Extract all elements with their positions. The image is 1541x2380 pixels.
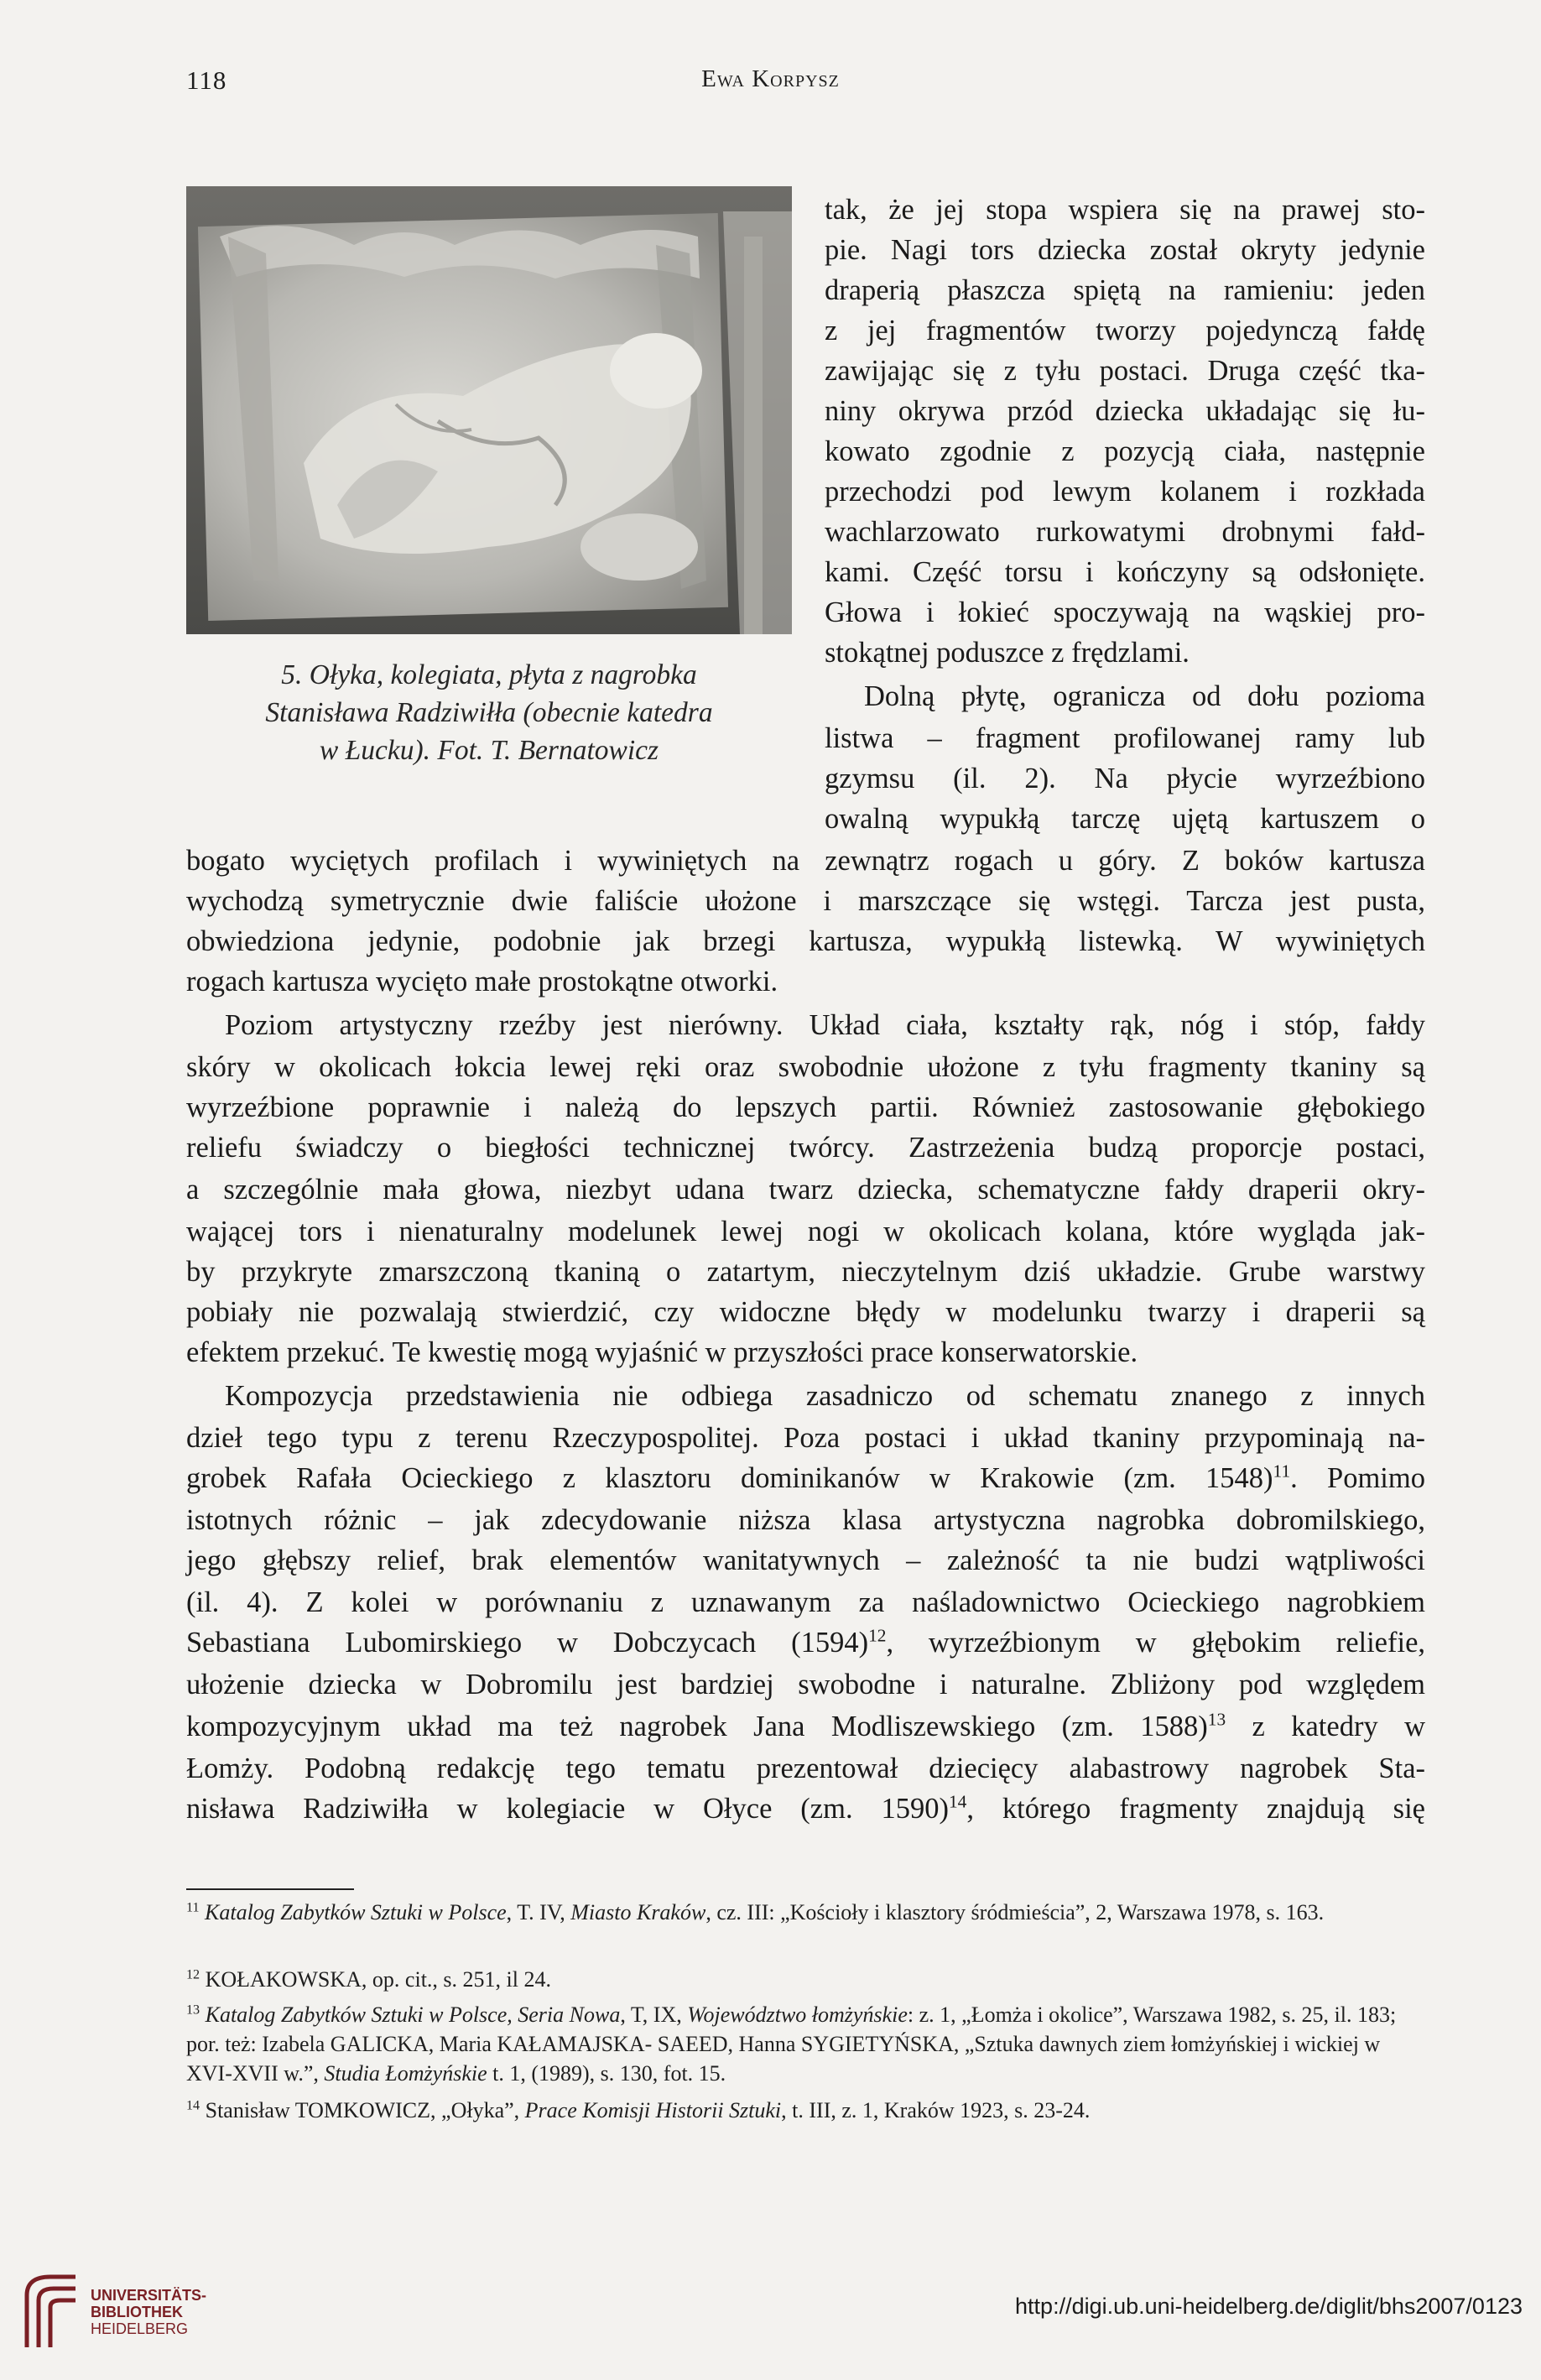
text-span: Sebastiana Lubomirskiego w Dobczycach (1594) [186, 1627, 869, 1659]
footnote-text: KOŁAKOWSKA, op. cit., s. 251, il 24. [205, 1967, 551, 1992]
body-line: przechodzi pod lewym kolanem i rozkłada [825, 476, 1425, 508]
library-line: HEIDELBERG [91, 2320, 189, 2337]
body-line: listwa – fragment profilowanej ramy lub [825, 722, 1425, 754]
footnote-ref[interactable]: 11 [1273, 1461, 1291, 1482]
text-span: z katedry w [1226, 1711, 1425, 1742]
caption-line: w Łucku). Fot. T. Bernatowicz [319, 735, 659, 766]
body-line: efektem przekuć. Te kwestię mogą wyjaśnić w przyszłości prace konserwatorskie. [186, 1336, 1138, 1368]
footnote-text: Stanisław TOMKOWICZ, „Ołyka”, [205, 2098, 525, 2122]
footnote-text: , T. IV, [506, 1900, 571, 1924]
figure-caption [186, 656, 792, 769]
footnote-number: 12 [186, 1967, 200, 1982]
library-line: BIBLIOTHEK [91, 2304, 183, 2320]
footnote-number: 13 [186, 2002, 200, 2018]
body-line: Łomży. Podobną redakcję tego tematu prezentował dziecięcy alabastrowy nagrobek Sta- [186, 1752, 1425, 1784]
body-line: by przykryte zmarszczoną tkaniną o zatartym, nieczytelnym dziś układzie. Grube warstwy [186, 1256, 1425, 1288]
running-head [0, 65, 1541, 93]
caption-line: 5. Ołyka, kolegiata, płyta z nagrobka [281, 659, 697, 690]
library-name [91, 2287, 206, 2337]
library-logo-icon [17, 2270, 82, 2351]
body-line: wychodzą symetrycznie dwie faliście ułożone i marszczące się wstęgi. Tarcza jest pusta, [186, 885, 1425, 917]
author-initial-1: E [701, 65, 717, 92]
footnote-italic: Studia Łomżyńskie [324, 2061, 487, 2086]
author-initial-2: K [752, 65, 771, 92]
body-line: pobiały nie pozwalają stwierdzić, czy widoczne błędy w modelunku twarzy i draperii są [186, 1296, 1425, 1328]
body-line: bogato wyciętych profilach i wywiniętych na zewnątrz rogach u góry. Z boków kartusza [186, 845, 1425, 877]
body-line-indent: Poziom artystyczny rzeźby jest nierówny. Układ ciała, kształty rąk, nóg i stóp, fałdy [225, 1009, 1425, 1041]
body-line: tak, że jej stopa wspiera się na prawej sto- [825, 194, 1425, 226]
body-line: Głowa i łokieć spoczywają na wąskiej pro- [825, 596, 1425, 628]
body-line: skóry w okolicach łokcia lewej ręki oraz swobodnie ułożone z tyłu fragmenty tkaniny są [186, 1051, 1425, 1083]
footnote-13 [186, 2000, 1425, 2088]
footnote-12 [186, 1965, 1425, 1994]
footnote-ref[interactable]: 12 [868, 1625, 887, 1646]
footnote-text: , t. III, z. 1, Kraków 1923, s. 23-24. [781, 2098, 1091, 2122]
library-line: UNIVERSITÄTS- [91, 2287, 207, 2304]
body-line [186, 1458, 1425, 1498]
body-line: wyrzeźbione poprawnie i należą do lepszych partii. Również zastosowanie głębokiego [186, 1091, 1425, 1123]
source-url-link[interactable]: http://digi.ub.uni-heidelberg.de/diglit/bhs2007/0123 [1015, 2294, 1523, 2319]
page-number: 118 [186, 65, 227, 95]
body-line: dzieł tego typu z terenu Rzeczypospolitej. Poza postaci i układ tkaniny przypominają na- [186, 1422, 1425, 1454]
text-span: grobek Rafała Ocieckiego z klasztoru dominikanów w Krakowie (zm. 1548) [186, 1462, 1273, 1494]
footnote-text: : z. 1, „Łomża i okolice”, Warszawa 1982, s. 25, il. 183; por. też: Izabela GALICKA, Maria KAŁAMAJSKA- SAEED, Hanna SYGIETYŃSKA, „Sztuka dawnych ziem łomżyńskiej i wickiej w XVI-XVII w.”, [186, 2002, 1397, 2086]
text-span: nisława Radziwiłła w kolegiacie w Ołyce (zm. 1590) [186, 1793, 949, 1825]
body-line: gzymsu (il. 2). Na płycie wyrzeźbiono [825, 763, 1425, 794]
footnote-italic: Miasto Kraków [570, 1900, 706, 1924]
body-line: niny okrywa przód dziecka układając się łu- [825, 395, 1425, 427]
text-span: , wyrzeźbionym w głębokim reliefie, [886, 1627, 1426, 1659]
body-line: obwiedziona jedynie, podobnie jak brzegi kartusza, wypukłą listewką. W wywiniętych [186, 925, 1425, 957]
footnote-italic: Województwo łomżyńskie [687, 2002, 908, 2027]
text-span: kompozycyjnym układ ma też nagrobek Jana Modliszewskiego (zm. 1588) [186, 1711, 1208, 1742]
body-line: jego głębszy relief, brak elementów wanitatywnych – zależność ta nie budzi wątpliwości [186, 1544, 1425, 1576]
footnote-ref[interactable]: 14 [948, 1791, 967, 1812]
body-line: kami. Część torsu i kończyny są odsłonięte. [825, 556, 1425, 588]
footnote-number: 14 [186, 2098, 200, 2113]
body-line [186, 1706, 1425, 1747]
footnote-text: , T, IX, [620, 2002, 688, 2027]
footnote-italic: Katalog Zabytków Sztuki w Polsce, Seria Nowa [205, 2002, 621, 2027]
body-line: istotnych różnic – jak zdecydowanie niższa klasa artystyczna nagrobka dobromilskiego, [186, 1504, 1425, 1536]
body-line: stokątnej poduszce z frędzlami. [825, 637, 1190, 669]
footnote-number: 11 [186, 1900, 200, 1915]
footnote-italic: Katalog Zabytków Sztuki w Polsce [205, 1900, 507, 1924]
body-line: wachlarzowato rurkowatymi drobnymi fałd- [825, 516, 1425, 548]
footnote-ref[interactable]: 13 [1207, 1709, 1226, 1730]
body-line: (il. 4). Z kolei w porównaniu z uznawanym za naśladownictwo Ocieckiego nagrobkiem [186, 1586, 1425, 1618]
body-line: owalną wypukłą tarczę ujętą kartuszem o [825, 803, 1425, 835]
body-line [186, 1622, 1425, 1663]
body-line: pie. Nagi tors dziecka został okryty jedynie [825, 234, 1425, 266]
body-line [186, 1789, 1425, 1829]
footnote-text: , cz. III: „Kościoły i klasztory śródmieścia”, 2, Warszawa 1978, s. 163. [705, 1900, 1325, 1924]
relief-image [186, 186, 792, 634]
text-span: . Pomimo [1290, 1462, 1425, 1494]
body-line: ułożenie dziecka w Dobromilu jest bardziej swobodne i naturalne. Zbliżony pod względem [186, 1669, 1425, 1700]
author-rest-2: orpysz [770, 65, 840, 92]
body-line: rogach kartusza wycięto małe prostokątne otworki. [186, 966, 778, 997]
body-line: draperią płaszcza spiętą na ramieniu: jeden [825, 274, 1425, 306]
body-line: z jej fragmentów tworzy pojedynczą fałdę [825, 315, 1425, 346]
body-line: zawijając się z tyłu postaci. Druga część tka- [825, 355, 1425, 387]
body-line: wającej tors i nienaturalny modelunek lewej nogi w okolicach kolana, które wygląda jak- [186, 1216, 1425, 1247]
footnote-11 [186, 1898, 1425, 1927]
footnote-14 [186, 2096, 1425, 2125]
relief-photograph [186, 186, 792, 634]
footnote-text: t. 1, (1989), s. 130, fot. 15. [487, 2061, 726, 2086]
text-span: , którego fragmenty znajdują się [966, 1793, 1425, 1825]
caption-line: Stanisława Radziwiłła (obecnie katedra [265, 697, 713, 728]
body-line: a szczególnie mała głowa, niezbyt udana twarz dziecka, schematyczne fałdy draperii okry- [186, 1174, 1425, 1206]
body-line: reliefu świadczy o biegłości technicznej twórcy. Zastrzeżenia budzą proporcje postaci, [186, 1132, 1425, 1164]
footnote-italic: Prace Komisji Historii Sztuki [524, 2098, 782, 2122]
author-rest-1: wa [716, 65, 745, 92]
body-line: kowato zgodnie z pozycją ciała, następnie [825, 435, 1425, 467]
body-line-indent: Dolną płytę, ogranicza od dołu pozioma [864, 680, 1425, 712]
body-line-indent: Kompozycja przedstawienia nie odbiega zasadniczo od schematu znanego z innych [225, 1380, 1425, 1412]
footnote-rule [186, 1888, 354, 1890]
